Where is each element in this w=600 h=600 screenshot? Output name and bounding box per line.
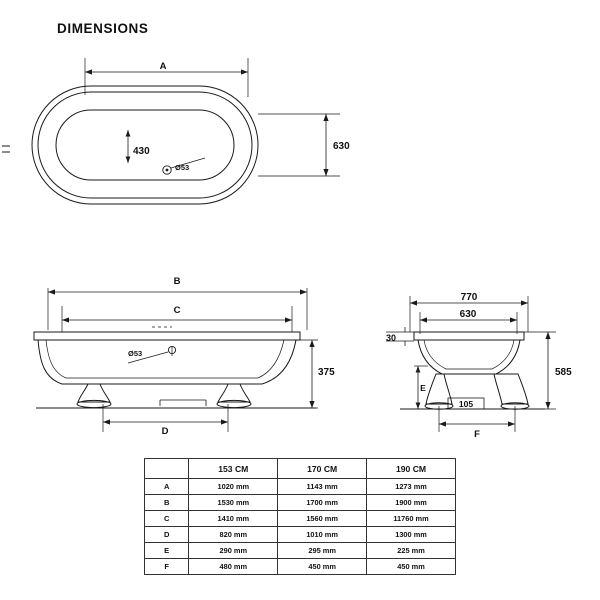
side-view-rim [34,332,300,340]
row-label-a: A [145,479,189,495]
label-770: 770 [460,292,478,303]
table-col-190cm: 190 CM [367,459,456,479]
end-view-foot-right [494,374,528,404]
table-row [145,543,456,559]
row-label-d: D [145,527,189,543]
table-col-153cm: 153 CM [189,459,278,479]
label-a-top: A [159,61,167,72]
cell-b-190: 1900 mm [367,495,456,511]
table-row [145,479,456,495]
cell-d-190: 1300 mm [367,527,456,543]
label-c: C [173,305,181,316]
cell-a-153: 1020 mm [189,479,278,495]
label-630-top: 630 [333,141,350,152]
cell-d-170: 1010 mm [278,527,367,543]
label-end-630: 630 [459,309,477,320]
top-view-inner-basin [56,110,234,180]
cell-f-170: 450 mm [278,559,367,575]
label-drain-top: Ø53 [175,163,190,172]
label-375: 375 [318,367,335,378]
table-row [145,527,456,543]
label-drain-side: Ø53 [128,349,143,358]
table-row [145,511,456,527]
cell-d-153: 820 mm [189,527,278,543]
row-label-b: B [145,495,189,511]
label-430: 430 [133,146,150,157]
cell-a-170: 1143 mm [278,479,367,495]
side-view-foot-right-base [217,400,251,407]
label-585: 585 [555,367,572,378]
cell-b-153: 1530 mm [189,495,278,511]
row-label-e: E [145,543,189,559]
side-view-foot-left [78,384,110,402]
side-view-foot-left-base [77,400,111,407]
page-title: DIMENSIONS [57,21,149,36]
table-col-170cm: 170 CM [278,459,367,479]
row-label-c: C [145,511,189,527]
side-view-foot-right [218,384,250,402]
top-view-outer-outline [32,86,258,204]
table-header-row [145,459,456,479]
end-view-body-inner [424,340,514,369]
dimensions-table [144,458,456,575]
label-105: 105 [458,399,474,409]
cell-f-153: 480 mm [189,559,278,575]
cell-a-190: 1273 mm [367,479,456,495]
cell-e-153: 290 mm [189,543,278,559]
label-30: 30 [386,333,397,343]
cell-f-190: 450 mm [367,559,456,575]
end-view-rim [414,332,524,340]
cell-e-170: 295 mm [278,543,367,559]
side-view-body [38,340,296,384]
table-corner-cell [145,459,189,479]
cell-c-170: 1560 mm [278,511,367,527]
label-b: B [173,276,181,287]
cell-c-190: 11760 mm [367,511,456,527]
table-row [145,559,456,575]
side-view-body-inner [46,340,284,378]
cell-e-190: 225 mm [367,543,456,559]
cell-b-170: 1700 mm [278,495,367,511]
cell-c-153: 1410 mm [189,511,278,527]
label-e: E [420,383,426,393]
table-row [145,495,456,511]
top-view-rim-outline [38,92,252,198]
label-f: F [474,429,480,440]
row-label-f: F [145,559,189,575]
label-d: D [161,426,169,437]
